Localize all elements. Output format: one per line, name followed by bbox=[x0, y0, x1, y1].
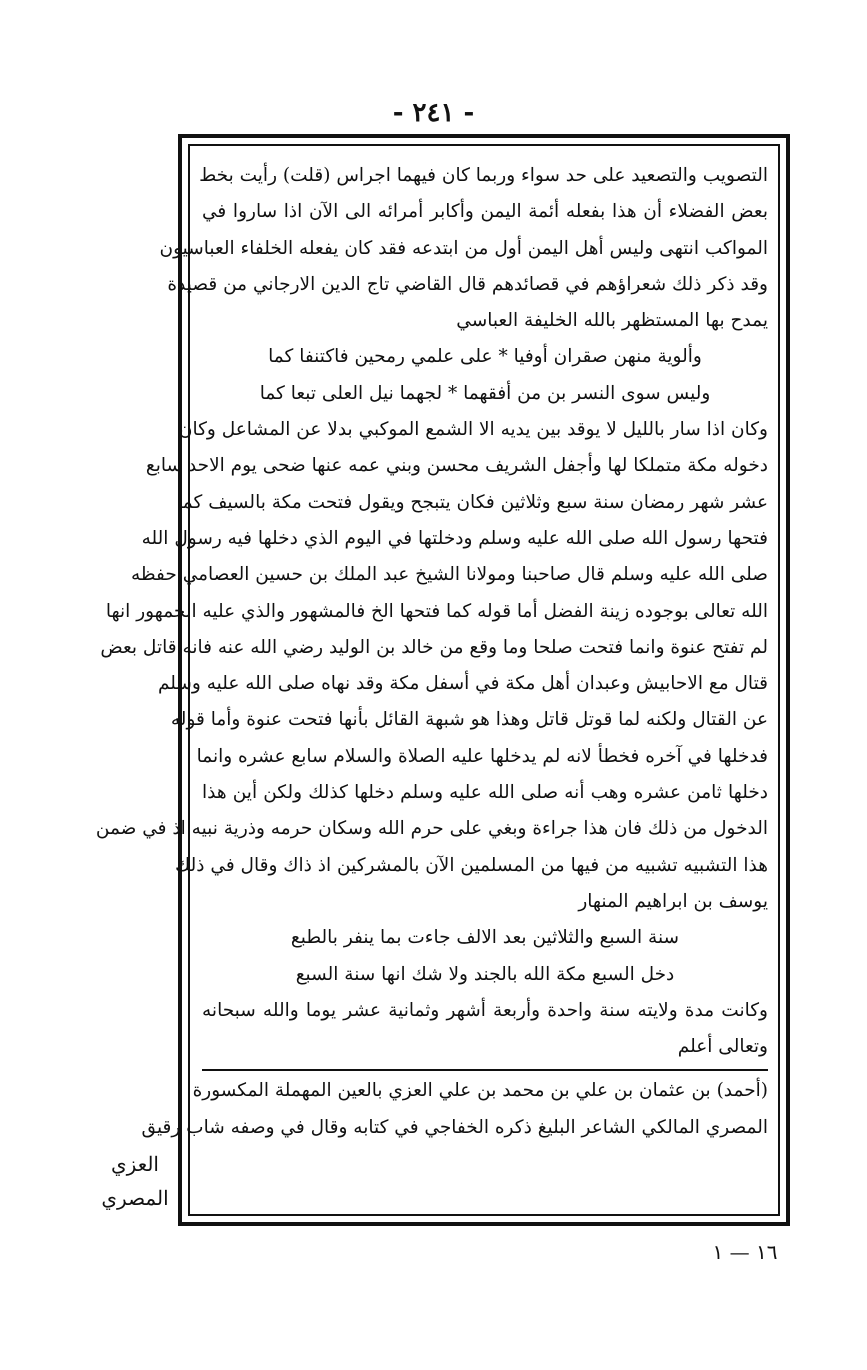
margin-note-name: العزي bbox=[111, 1152, 159, 1176]
text-line: فدخلها في آخره فخطأ لانه لم يدخلها عليه الصلاة والسلام سابع عشره وانما bbox=[196, 745, 768, 767]
text-line: بعض الفضلاء أن هذا بفعله أئمة اليمن وأكابر أمرائه الى الآن اذا ساروا في bbox=[202, 201, 768, 223]
text-line: الدخول من ذلك فان هذا جراءة وبغي على حرم الله وسكان حرمه وذرية نبيه اذ في ضمن bbox=[95, 818, 768, 840]
verse-line: وليس سوى النسر بن من أفقهما * لجهما نيل العلى تبعا كما bbox=[259, 382, 711, 404]
text-line: عشر شهر رمضان سنة سبع وثلاثين فكان يتبجح ويقول فتحت مكة بالسيف كما bbox=[177, 491, 768, 513]
main-text bbox=[95, 158, 768, 1146]
text-line: فتحها رسول الله صلى الله عليه وسلم ودخلتها في اليوم الذي دخلها فيه رسول الله bbox=[141, 527, 768, 549]
text-line: قتال مع الاحابيش وعبدان أهل مكة في أسفل مكة وقد نهاه صلى الله عليه وسلم bbox=[157, 673, 768, 695]
text-line: يمدح بها المستظهر بالله الخليفة العباسي bbox=[456, 310, 768, 332]
text-line: الله تعالى بوجوده زينة الفضل أما قوله كما فتحها الخ فالمشهور والذي عليه الجمهور انها bbox=[105, 600, 768, 622]
page-frame-inner bbox=[95, 144, 780, 1216]
text-line: المواكب انتهى وليس أهل اليمن أول من ابتدعه فقد كان يفعله الخلفاء العباسيون bbox=[159, 237, 768, 259]
text-line: دخوله مكة متملكا لها وأجفل الشريف محسن وبني عمه عنها ضحى يوم الاحد سابع bbox=[145, 455, 768, 477]
page-frame bbox=[95, 134, 790, 1226]
verse-line: وألوية منهن صقران أوفيا * على علمي رمحين فاكتنفا كما bbox=[268, 346, 702, 368]
section-divider bbox=[202, 1069, 768, 1071]
verse-line: سنة السبع والثلاثين بعد الالف جاءت بما ينفر بالطبع bbox=[290, 927, 680, 949]
text-line: وكان اذا سار بالليل لا يوقد بين يديه الا الشمع الموكبي بدلا عن المشاعل وكان bbox=[178, 419, 768, 441]
text-line: لم تفتح عنوة وانما فتحت صلحا وما وقع من خالد بن الوليد رضي الله عنه فانه قاتل بعض bbox=[100, 636, 768, 658]
page-number: - ٢٤١ - bbox=[392, 98, 475, 128]
text-line: هذا التشبيه تشبيه من فيها من المسلمين الآن بالمشركين اذ ذاك وقال في ذلك bbox=[175, 854, 768, 876]
entry-heading-line: (أحمد) بن عثمان بن علي بن محمد بن علي العزي بالعين المهملة المكسورة bbox=[192, 1080, 768, 1102]
verse-line: دخل السبع مكة الله بالجند ولا شك انها سنة السبع bbox=[295, 963, 675, 985]
text-line: دخلها ثامن عشره وهب أنه صلى الله عليه وسلم دخلها كذلك ولكن أين هذا bbox=[202, 782, 768, 804]
text-line: وقد ذكر ذلك شعراؤهم في قصائدهم قال القاضي تاج الدين الارجاني من قصيدة bbox=[167, 273, 768, 295]
text-line: التصويب والتصعيد على حد سواء وربما كان فيهما اجراس (قلت) رأيت بخط bbox=[199, 165, 768, 186]
text-line: المصري المالكي الشاعر البليغ ذكره الخفاجي في كتابه وقال في وصفه شاب رقيق bbox=[141, 1116, 768, 1138]
text-line: يوسف بن ابراهيم المنهار bbox=[578, 890, 768, 912]
text-line: وتعالى أعلم bbox=[677, 1036, 768, 1058]
text-line: صلى الله عليه وسلم قال صاحبنا ومولانا الشيخ عبد الملك بن حسين العصامي حفظه bbox=[130, 564, 768, 586]
text-line: عن القتال ولكنه لما قوتل قاتل وهذا هو شبهة القائل بأنها فتحت عنوة وأما قوله bbox=[170, 709, 768, 731]
margin-note-origin: المصري bbox=[101, 1186, 169, 1210]
signature-mark: ١٦ — ١ bbox=[712, 1240, 778, 1264]
text-line: وكانت مدة ولايته سنة واحدة وأربعة أشهر وثمانية عشر يوما والله سبحانه bbox=[202, 999, 768, 1021]
